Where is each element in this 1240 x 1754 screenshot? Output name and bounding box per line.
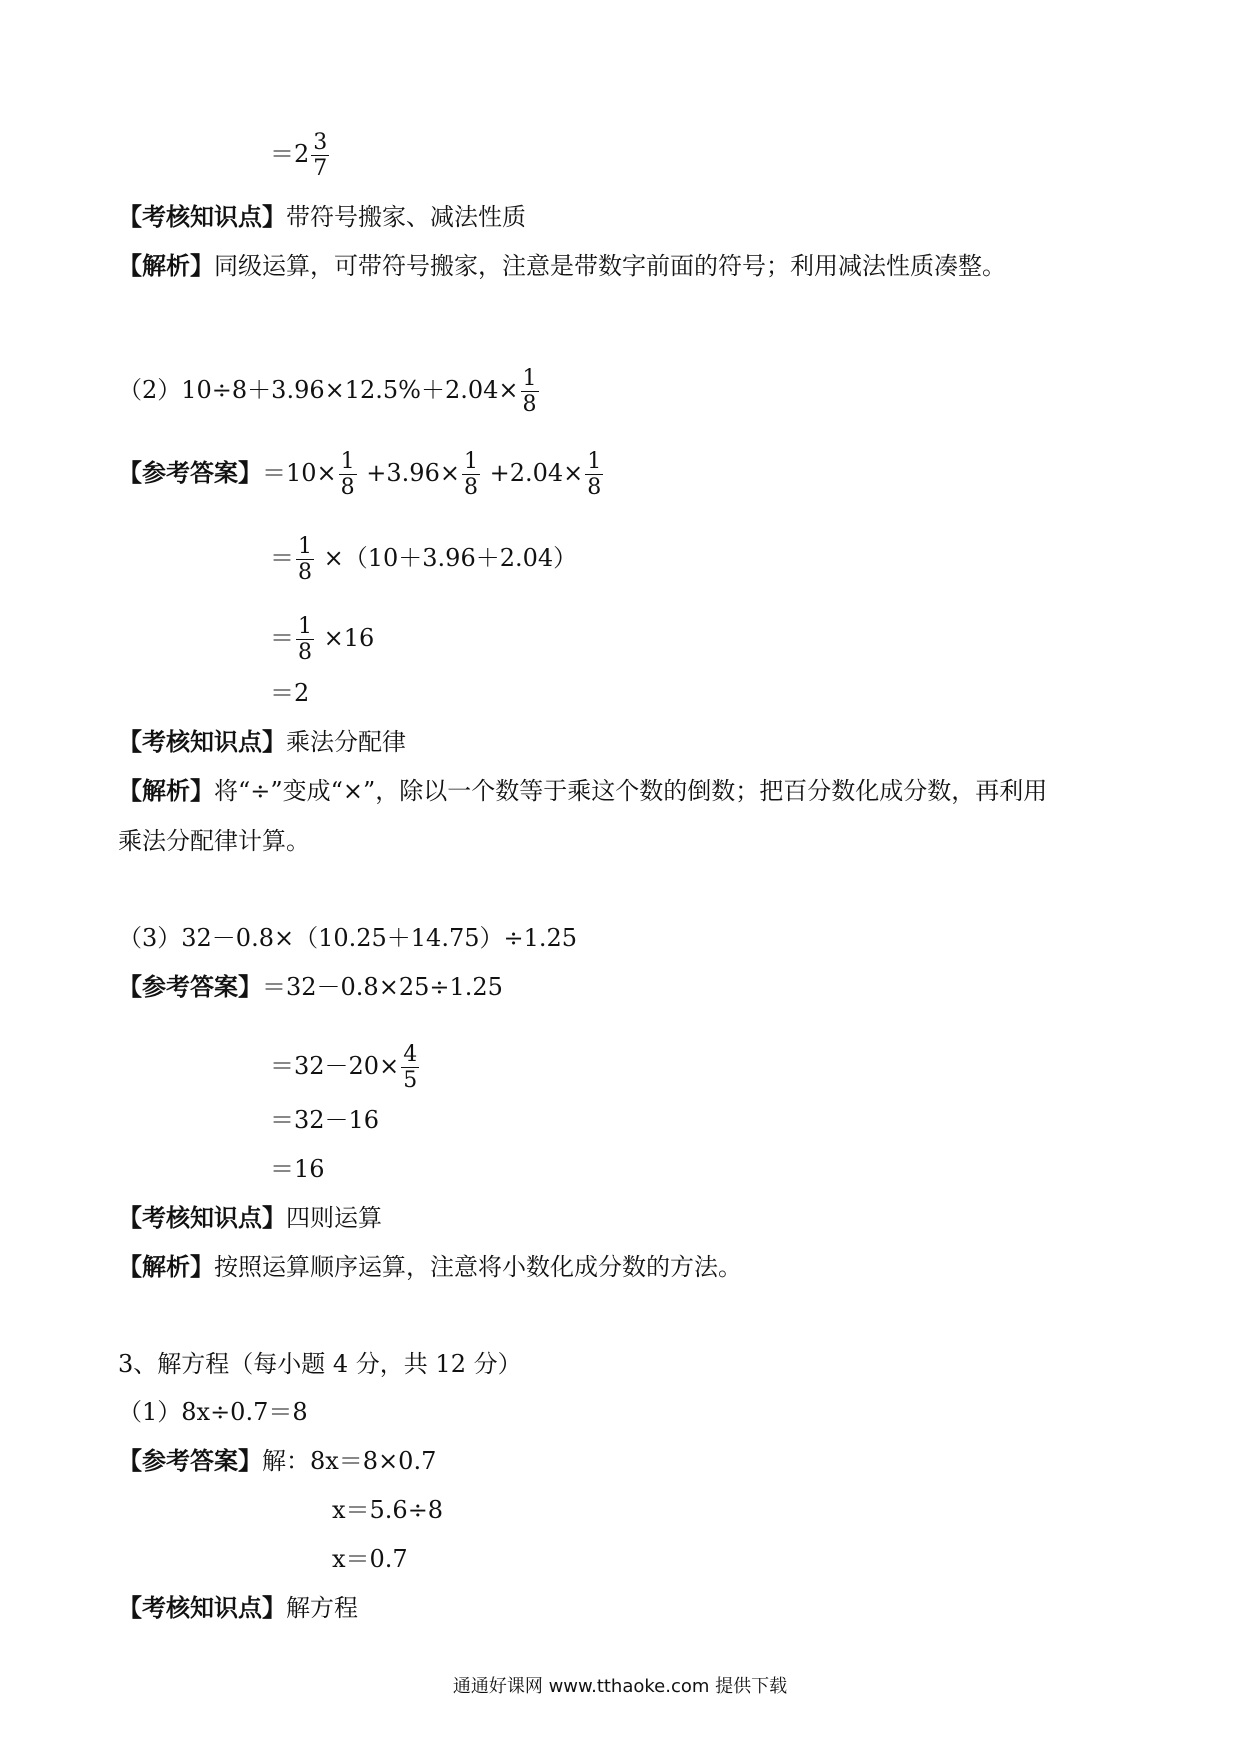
p2-knowledge-point: 【考核知识点】乘法分配律 (118, 728, 406, 756)
p1-final-whole: ＝2 (270, 140, 310, 168)
section3-answer-step2: x＝5.6÷8 (332, 1496, 444, 1524)
p1-final-line (270, 130, 331, 181)
fraction: $\frac{1}{8}$ (298, 534, 312, 585)
section3-title: 3、解方程（每小题 4 分，共 12 分） (118, 1350, 522, 1378)
section3-answer-step1: 【参考答案】解：8x＝8×0.7 (118, 1447, 437, 1475)
fraction: $\frac{1}{8}$ (298, 614, 312, 665)
fraction: $\frac{4}{5}$ (403, 1042, 418, 1093)
p3-question: （3）32－0.8×（10.25＋14.75）÷1.25 (118, 924, 578, 952)
p2-question-fraction: $\frac{1}{8}$ (522, 366, 537, 417)
p2-question: （2）10÷8＋3.96×12.5%＋2.04× $\frac{1}{8}$ (118, 366, 537, 417)
knowledge-point-label: 【考核知识点】 (118, 1204, 286, 1232)
p3-answer-step4: ＝16 (270, 1155, 325, 1183)
p2-answer-step2: ＝ $\frac{1}{8}$ ×（10＋3.96＋2.04） (270, 534, 578, 585)
analysis-label: 【解析】 (118, 777, 214, 805)
p3-answer-step2: ＝32－20× $\frac{4}{5}$ (270, 1042, 418, 1093)
analysis-label: 【解析】 (118, 252, 214, 280)
knowledge-point-label: 【考核知识点】 (118, 1594, 286, 1622)
analysis-label: 【解析】 (118, 1253, 214, 1281)
p2-answer-step4: ＝2 (270, 679, 310, 707)
fraction: $\frac{1}{8}$ (463, 449, 478, 500)
knowledge-point-label: 【考核知识点】 (118, 203, 286, 231)
p3-analysis: 【解析】按照运算顺序运算，注意将小数化成分数的方法。 (118, 1253, 742, 1281)
knowledge-point-label: 【考核知识点】 (118, 728, 286, 756)
section3-answer-step3: x＝0.7 (332, 1545, 408, 1573)
p1-final-fraction: $\frac{3}{7}$ (313, 130, 328, 181)
p3-knowledge-point: 【考核知识点】四则运算 (118, 1204, 382, 1232)
p1-knowledge-point: 【考核知识点】带符号搬家、减法性质 (118, 203, 526, 231)
p2-answer-step1: 【参考答案】＝10× $\frac{1}{8}$ +3.96× $\frac{1}{8}$ +2.04× $\frac{1}{8}$ (118, 449, 602, 500)
p2-answer-step3: ＝ $\frac{1}{8}$ ×16 (270, 614, 375, 665)
page-footer: 通通好课网 www.tthaoke.com 提供下载 (452, 1676, 788, 1697)
p2-analysis-line1: 【解析】将“÷”变成“×”，除以一个数等于乘这个数的倒数；把百分数化成分数，再利用 (118, 777, 1048, 805)
p3-answer-step3: ＝32－16 (270, 1106, 380, 1134)
section3-knowledge-point: 【考核知识点】解方程 (118, 1594, 358, 1622)
answer-label: 【参考答案】 (118, 459, 262, 487)
section3-q1: （1）8x÷0.7＝8 (118, 1398, 308, 1426)
p1-analysis: 【解析】同级运算，可带符号搬家，注意是带数字前面的符号；利用减法性质凑整。 (118, 252, 1006, 280)
fraction: $\frac{1}{8}$ (340, 449, 355, 500)
p2-analysis-line2: 乘法分配律计算。 (118, 827, 310, 855)
fraction: $\frac{1}{8}$ (587, 449, 602, 500)
answer-label: 【参考答案】 (118, 973, 262, 1001)
answer-label: 【参考答案】 (118, 1447, 262, 1475)
p3-answer-step1: 【参考答案】＝32－0.8×25÷1.25 (118, 973, 503, 1001)
